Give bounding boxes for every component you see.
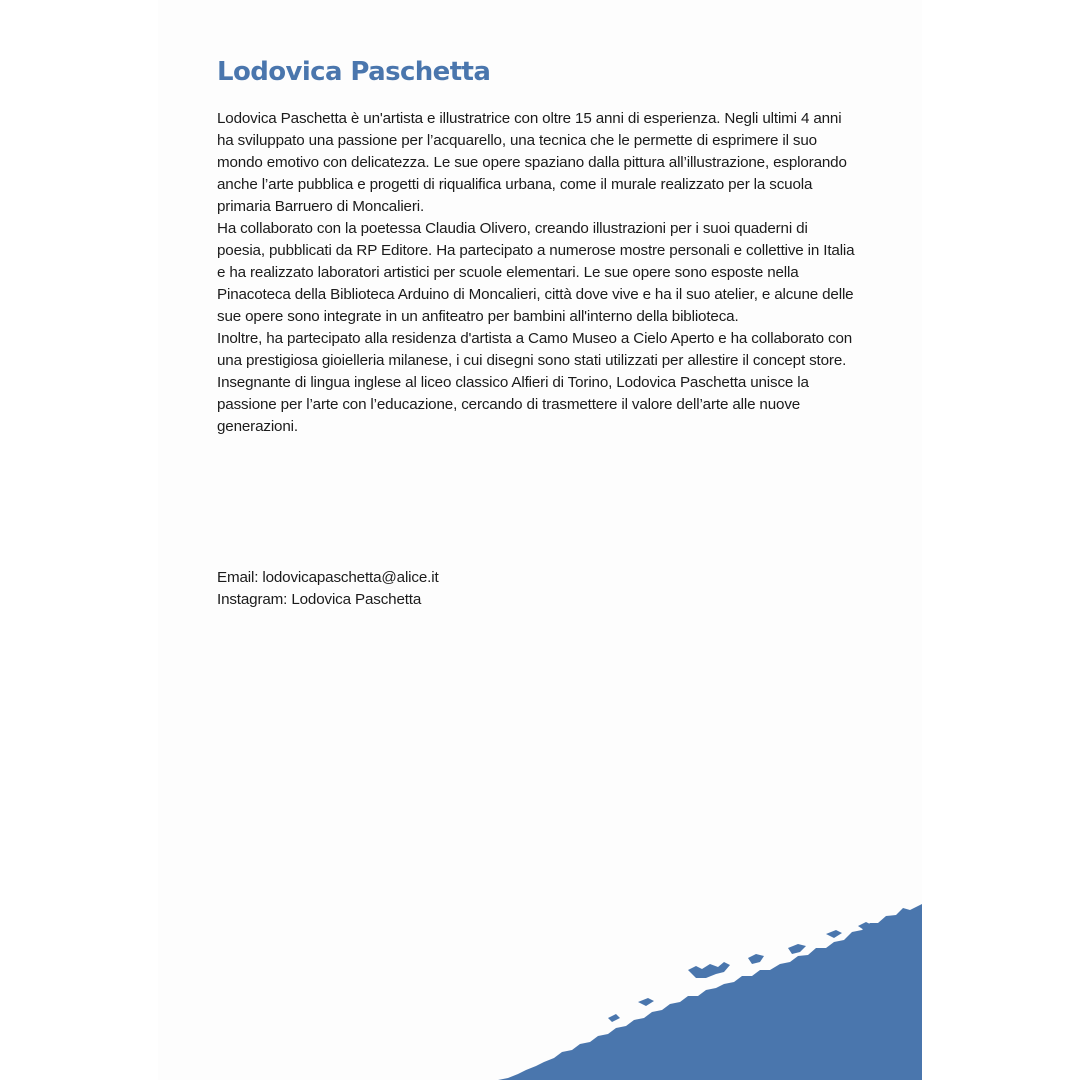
email-line[interactable]: Email: lodovicapaschetta@alice.it xyxy=(217,569,439,586)
bio-paragraph: Lodovica Paschetta è un'artista e illustratrice con oltre 15 anni di esperienza. Negli ultimi 4 anni ha sviluppato una passione per l’acquarello, una tecnica che le permette di esprimere il suo mondo emotivo con delicatezza. Le sue opere spaziano dalla pittura all’illustrazione, esplorando anche l’arte pubblica e progetti di riqualifica urbana, come il murale realizzato per la scuola primaria Barruero di Moncalieri. xyxy=(217,110,847,215)
contact-info xyxy=(217,567,439,611)
document-page xyxy=(158,0,922,1080)
brush-stroke-decoration xyxy=(498,890,922,1080)
brush-stroke-shape xyxy=(498,904,922,1080)
instagram-line[interactable]: Instagram: Lodovica Paschetta xyxy=(217,591,422,608)
biography xyxy=(217,108,859,438)
page-title: Lodovica Paschetta xyxy=(217,57,491,87)
bio-paragraph: Inoltre, ha partecipato alla residenza d'artista a Camo Museo a Cielo Aperto e ha collaborato con una prestigiosa gioielleria milanese, i cui disegni sono stati utilizzati per allestire il concept store. Insegnante di lingua inglese al liceo classico Alfieri di Torino, Lodovica Paschetta unisce la passione per l’arte con l’educazione, cercando di trasmettere il valore dell’arte alle nuove generazioni. xyxy=(217,330,853,435)
bio-paragraph: Ha collaborato con la poetessa Claudia Olivero, creando illustrazioni per i suoi quaderni di poesia, pubblicati da RP Editore. Ha partecipato a numerose mostre personali e collettive in Italia e ha realizzato laboratori artistici per scuole elementari. Le sue opere sono esposte nella Pinacoteca della Biblioteca Arduino di Moncalieri, città dove vive e ha il suo atelier, e alcune delle sue opere sono integrate in un anfiteatro per bambini all'interno della biblioteca. xyxy=(217,220,855,325)
